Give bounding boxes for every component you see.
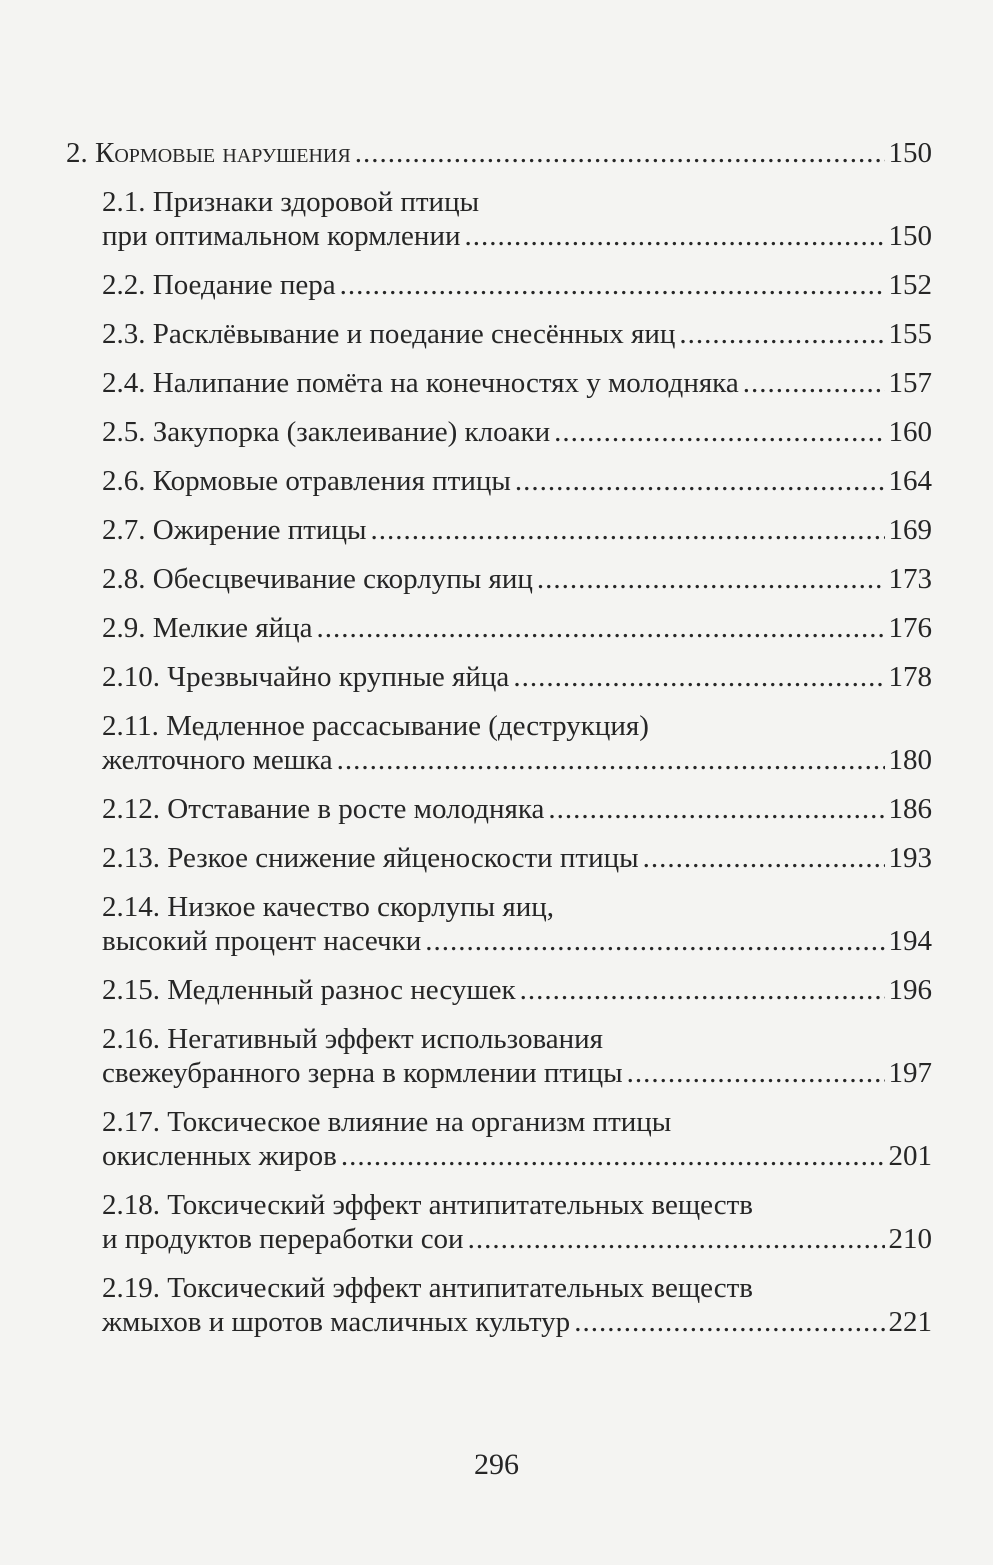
toc-entry [66, 317, 932, 351]
entry-title: 2.14. Низкое качество скорлупы яиц, [102, 891, 555, 923]
leader-dots [464, 219, 884, 253]
entry-title: 2.7. Ожирение птицы [102, 514, 367, 546]
toc-line [102, 890, 932, 924]
leader-dots [548, 792, 884, 826]
entry-title: окисленных жиров [102, 1140, 337, 1172]
page-number: 196 [888, 974, 932, 1006]
toc-line [102, 219, 932, 253]
toc-line [102, 464, 932, 498]
toc-entry [66, 841, 932, 875]
entry-title: 2.18. Токсический эффект антипитательных веществ [102, 1189, 753, 1221]
entry-title: 2.1. Признаки здоровой птицы [102, 186, 480, 218]
toc-line [102, 1305, 932, 1339]
leader-dots [520, 973, 885, 1007]
toc-section-heading [66, 136, 932, 170]
leader-dots [554, 415, 884, 449]
page-number: 160 [888, 416, 932, 448]
entry-title: 2.19. Токсический эффект антипитательных веществ [102, 1272, 753, 1304]
entry-title: 2.15. Медленный разнос несушек [102, 974, 516, 1006]
page-number: 173 [888, 563, 932, 595]
page-number: 193 [888, 842, 932, 874]
leader-dots [316, 611, 884, 645]
page-number: 155 [888, 318, 932, 350]
toc-line [102, 924, 932, 958]
toc-line [102, 268, 932, 302]
entry-title: 2.3. Расклёвывание и поедание снесённых яиц [102, 318, 676, 350]
toc-line [102, 1271, 932, 1305]
toc-entry [66, 185, 932, 253]
toc-entry [66, 709, 932, 777]
entry-title: 2.5. Закупорка (заклеивание) клоаки [102, 416, 551, 448]
leader-dots [513, 660, 884, 694]
page-number: 157 [888, 367, 932, 399]
toc-line [102, 562, 932, 596]
toc-line [102, 513, 932, 547]
toc-line [102, 611, 932, 645]
leader-dots [468, 1222, 885, 1256]
entry-title: жмыхов и шротов масличных культур [102, 1306, 571, 1338]
toc-entry [66, 611, 932, 645]
toc-line [102, 1139, 932, 1173]
entry-title: 2.13. Резкое снижение яйценоскости птицы [102, 842, 639, 874]
toc-entry [66, 464, 932, 498]
toc-line [102, 973, 932, 1007]
leader-dots [425, 924, 884, 958]
leader-dots [340, 268, 885, 302]
toc-line [102, 415, 932, 449]
toc-entry [66, 792, 932, 826]
page-number: 221 [888, 1306, 932, 1338]
leader-dots [371, 513, 885, 547]
toc-line [102, 317, 932, 351]
toc-line [102, 743, 932, 777]
toc-entry [66, 366, 932, 400]
folio-page-number: 296 [474, 1448, 519, 1481]
page-number: 201 [888, 1140, 932, 1172]
entry-title: 2.8. Обесцвечивание скорлупы яиц [102, 563, 533, 595]
page-number: 164 [888, 465, 932, 497]
entry-title: свежеубранного зерна в кормлении птицы [102, 1057, 623, 1089]
toc-entries [66, 185, 932, 1339]
leader-dots [627, 1056, 885, 1090]
page-number: 178 [888, 661, 932, 693]
leader-dots [341, 1139, 885, 1173]
entry-title: 2.16. Негативный эффект использования [102, 1023, 604, 1055]
toc-line [102, 1222, 932, 1256]
toc-entry [66, 415, 932, 449]
page-number: 176 [888, 612, 932, 644]
toc-line [102, 1056, 932, 1090]
leader-dots [537, 562, 885, 596]
entry-title: высокий процент насечки [102, 925, 422, 957]
entry-title: и продуктов переработки сои [102, 1223, 464, 1255]
page-number: 180 [888, 744, 932, 776]
leader-dots [679, 317, 884, 351]
toc-line [102, 660, 932, 694]
entry-title: 2.11. Медленное рассасывание (деструкция) [102, 710, 649, 742]
entry-title: желточного мешка [102, 744, 333, 776]
entry-title: 2.17. Токсическое влияние на организм птицы [102, 1106, 672, 1138]
toc-entry [66, 973, 932, 1007]
entry-title: 2.9. Мелкие яйца [102, 612, 313, 644]
toc-entry [66, 890, 932, 958]
toc-line [102, 792, 932, 826]
toc-line [102, 709, 932, 743]
page-number: 186 [888, 793, 932, 825]
toc-entry [66, 268, 932, 302]
toc-line [102, 1022, 932, 1056]
toc-entry [66, 1188, 932, 1256]
toc-entry [66, 1271, 932, 1339]
page-number: 152 [888, 269, 932, 301]
toc-entry [66, 1105, 932, 1173]
leader-dots [337, 743, 885, 777]
page-number: 197 [888, 1057, 932, 1089]
page-number: 210 [888, 1223, 932, 1255]
entry-title: 2.2. Поедание пера [102, 269, 336, 301]
page-number: 150 [888, 137, 932, 169]
entry-title: 2.6. Кормовые отравления птицы [102, 465, 511, 497]
leader-dots [574, 1305, 884, 1339]
toc-line [102, 1188, 932, 1222]
section-title: 2. Кормовые нарушения [66, 137, 351, 169]
toc-line [66, 136, 932, 170]
entry-title: при оптимальном кормлении [102, 220, 461, 252]
toc-line [102, 366, 932, 400]
toc-entry [66, 513, 932, 547]
entry-title: 2.4. Налипание помёта на конечностях у молодняка [102, 367, 739, 399]
entry-title: 2.10. Чрезвычайно крупные яйца [102, 661, 510, 693]
table-of-contents [66, 136, 932, 1354]
page-number: 169 [888, 514, 932, 546]
toc-entry [66, 562, 932, 596]
leader-dots [743, 366, 885, 400]
leader-dots [643, 841, 885, 875]
page-number: 150 [888, 220, 932, 252]
toc-line [102, 1105, 932, 1139]
toc-line [102, 185, 932, 219]
toc-entry [66, 1022, 932, 1090]
leader-dots [355, 136, 885, 170]
page-number: 194 [888, 925, 932, 957]
entry-title: 2.12. Отставание в росте молодняка [102, 793, 545, 825]
toc-line [102, 841, 932, 875]
leader-dots [515, 464, 885, 498]
toc-entry [66, 660, 932, 694]
